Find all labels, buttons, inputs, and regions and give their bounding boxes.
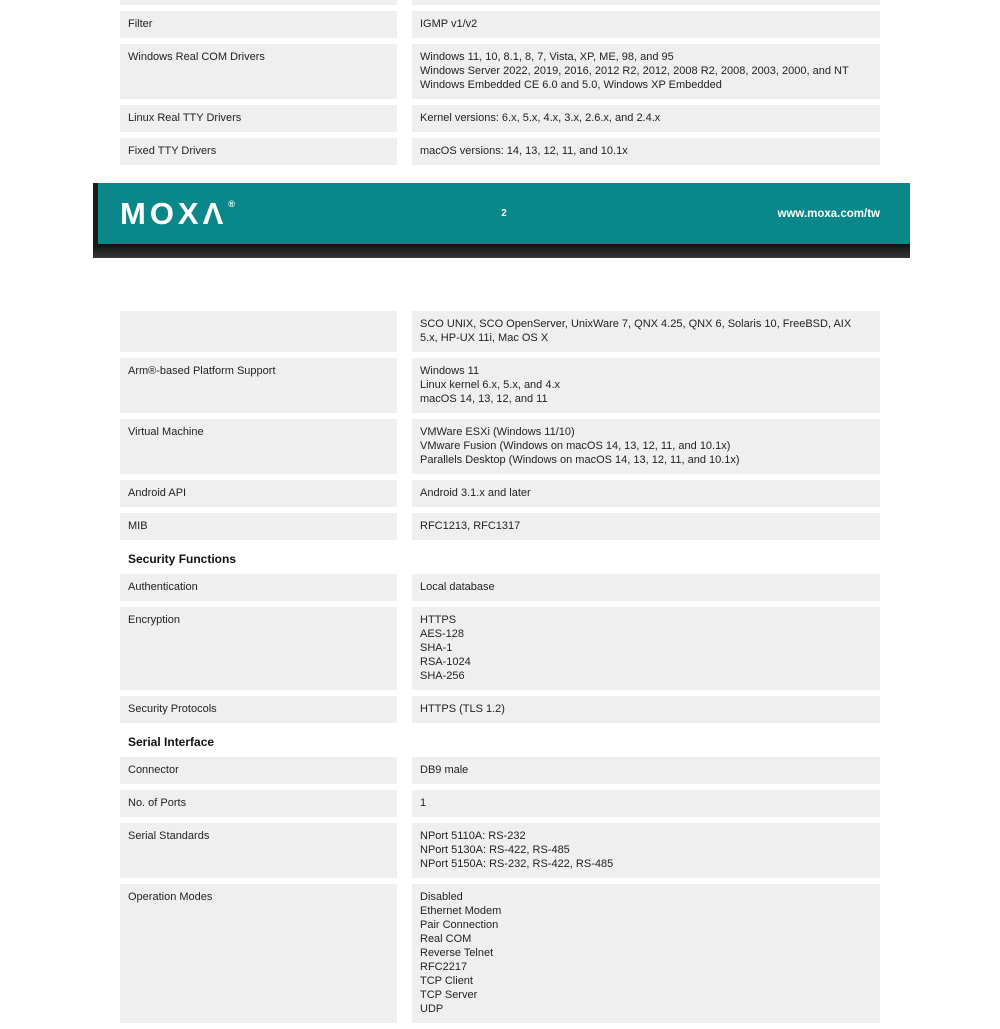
row-value: [412, 0, 880, 5]
table-row-arm-platform-support: [120, 358, 880, 413]
value-line: Local database: [420, 581, 495, 593]
value-line: NPort 5150A: RS-232, RS-422, RS-485: [420, 858, 614, 870]
table-row-serial-standards: [120, 823, 880, 878]
row-value: [412, 11, 880, 38]
table-row-mib: [120, 513, 880, 540]
row-value: [412, 696, 880, 723]
value-line: SHA-1: [420, 642, 453, 654]
value-line: NPort 5130A: RS-422, RS-485: [420, 844, 570, 856]
value-line: AES-128: [420, 628, 465, 640]
row-value: [412, 358, 880, 413]
table-row-os-support-continued: [120, 311, 880, 352]
value-line: UDP: [420, 1003, 444, 1015]
row-label: MIB: [120, 513, 397, 540]
value-line: SHA-256: [420, 670, 465, 682]
value-line: VMWare ESXi (Windows 11/10): [420, 426, 575, 438]
table-row-linux-real-tty-drivers: [120, 105, 880, 132]
value-line: DB9 male: [420, 764, 469, 776]
registered-trademark-icon: ®: [228, 199, 235, 209]
value-line: 1: [420, 797, 427, 809]
value-line: Linux kernel 6.x, 5.x, and 4.x: [420, 379, 561, 391]
value-line: Android 3.1.x and later: [420, 487, 531, 499]
value-line: Real COM: [420, 933, 472, 945]
row-value: [412, 105, 880, 132]
row-label: No. of Ports: [120, 790, 397, 817]
row-label: Security Protocols: [120, 696, 397, 723]
row-label: Linux Real TTY Drivers: [120, 105, 397, 132]
value-line: Kernel versions: 6.x, 5.x, 4.x, 3.x, 2.6.x, and 2.4.x: [420, 112, 661, 124]
value-line: Reverse Telnet: [420, 947, 494, 959]
row-label: Connector: [120, 757, 397, 784]
value-line: Windows Server 2022, 2019, 2016, 2012 R2, 2012, 2008 R2, 2008, 2003, 2000, and NT: [420, 65, 849, 77]
row-label: Virtual Machine: [120, 419, 397, 474]
value-line: TCP Client: [420, 975, 473, 987]
table-row-authentication: [120, 574, 880, 601]
row-label: Arm®-based Platform Support: [120, 358, 397, 413]
row-value: [412, 513, 880, 540]
row-label: Authentication: [120, 574, 397, 601]
row-label: Fixed TTY Drivers: [120, 138, 397, 165]
value-line: HTTPS (TLS 1.2): [420, 703, 505, 715]
row-value: [412, 757, 880, 784]
value-line: SCO UNIX, SCO OpenServer, UnixWare 7, QNX 4.25, QNX 6, Solaris 10, FreeBSD, AIX 5.x, HP-UX 11i, Mac OS X: [420, 318, 852, 344]
value-line: macOS 14, 13, 12, and 11: [420, 393, 548, 405]
table-row-operation-modes: [120, 884, 880, 1023]
table-row-fixed-tty-drivers: [120, 138, 880, 165]
moxa-logo-text: MOXΛ: [120, 196, 228, 231]
row-label: Serial Standards: [120, 823, 397, 878]
row-label: Windows Real COM Drivers: [120, 44, 397, 99]
table-row-no-of-ports: [120, 790, 880, 817]
value-line: RSA-1024: [420, 656, 471, 668]
value-line: RFC2217: [420, 961, 468, 973]
value-line: RFC1213, RFC1317: [420, 520, 521, 532]
row-value: [412, 480, 880, 507]
row-value: [412, 823, 880, 878]
row-label: [120, 311, 397, 352]
page-number: 2: [501, 208, 507, 219]
table-row-filter: [120, 11, 880, 38]
value-line: IGMP v1/v2: [420, 18, 478, 30]
row-value: [412, 574, 880, 601]
page-footer-banner: [93, 183, 910, 258]
value-line: Windows 11, 10, 8.1, 8, 7, Vista, XP, ME, 98, and 95: [420, 51, 674, 63]
spec-table-page1: [120, 0, 880, 171]
row-label: Operation Modes: [120, 884, 397, 1023]
value-line: Windows Embedded CE 6.0 and 5.0, Windows XP Embedded: [420, 79, 722, 91]
value-line: Ethernet Modem: [420, 905, 502, 917]
value-line: HTTPS: [420, 614, 457, 626]
value-line: Disabled: [420, 891, 463, 903]
section-header-serial-interface: Serial Interface: [128, 735, 215, 749]
table-row-windows-real-com-drivers: [120, 44, 880, 99]
value-line: TCP Server: [420, 989, 478, 1001]
row-value: [412, 44, 880, 99]
row-value: [412, 419, 880, 474]
row-label: Android API: [120, 480, 397, 507]
value-line: VMware Fusion (Windows on macOS 14, 13, 12, 11, and 10.1x): [420, 440, 731, 452]
row-value: [412, 884, 880, 1023]
table-row-clipped: [120, 0, 880, 5]
row-value: [412, 790, 880, 817]
table-row-virtual-machine: [120, 419, 880, 474]
value-line: Parallels Desktop (Windows on macOS 14, 13, 12, 11, and 10.1x): [420, 454, 740, 466]
row-label: Encryption: [120, 607, 397, 690]
table-row-encryption: [120, 607, 880, 690]
moxa-logo: [120, 198, 235, 229]
value-line: Pair Connection: [420, 919, 499, 931]
spec-table-page2: [120, 311, 880, 1029]
table-row-connector: [120, 757, 880, 784]
banner-teal-strip: [93, 183, 910, 244]
row-value: [412, 138, 880, 165]
row-value: [412, 311, 880, 352]
row-label: [120, 0, 397, 5]
row-label: Filter: [120, 11, 397, 38]
website-link[interactable]: www.moxa.com/tw: [777, 207, 880, 220]
value-line: Windows 11: [420, 365, 480, 377]
row-value: [412, 607, 880, 690]
table-row-android-api: [120, 480, 880, 507]
value-line: NPort 5110A: RS-232: [420, 830, 526, 842]
section-header-security-functions: Security Functions: [128, 552, 237, 566]
value-line: macOS versions: 14, 13, 12, 11, and 10.1x: [420, 145, 628, 157]
banner-bottom-bar: [93, 244, 910, 258]
table-row-security-protocols: [120, 696, 880, 723]
